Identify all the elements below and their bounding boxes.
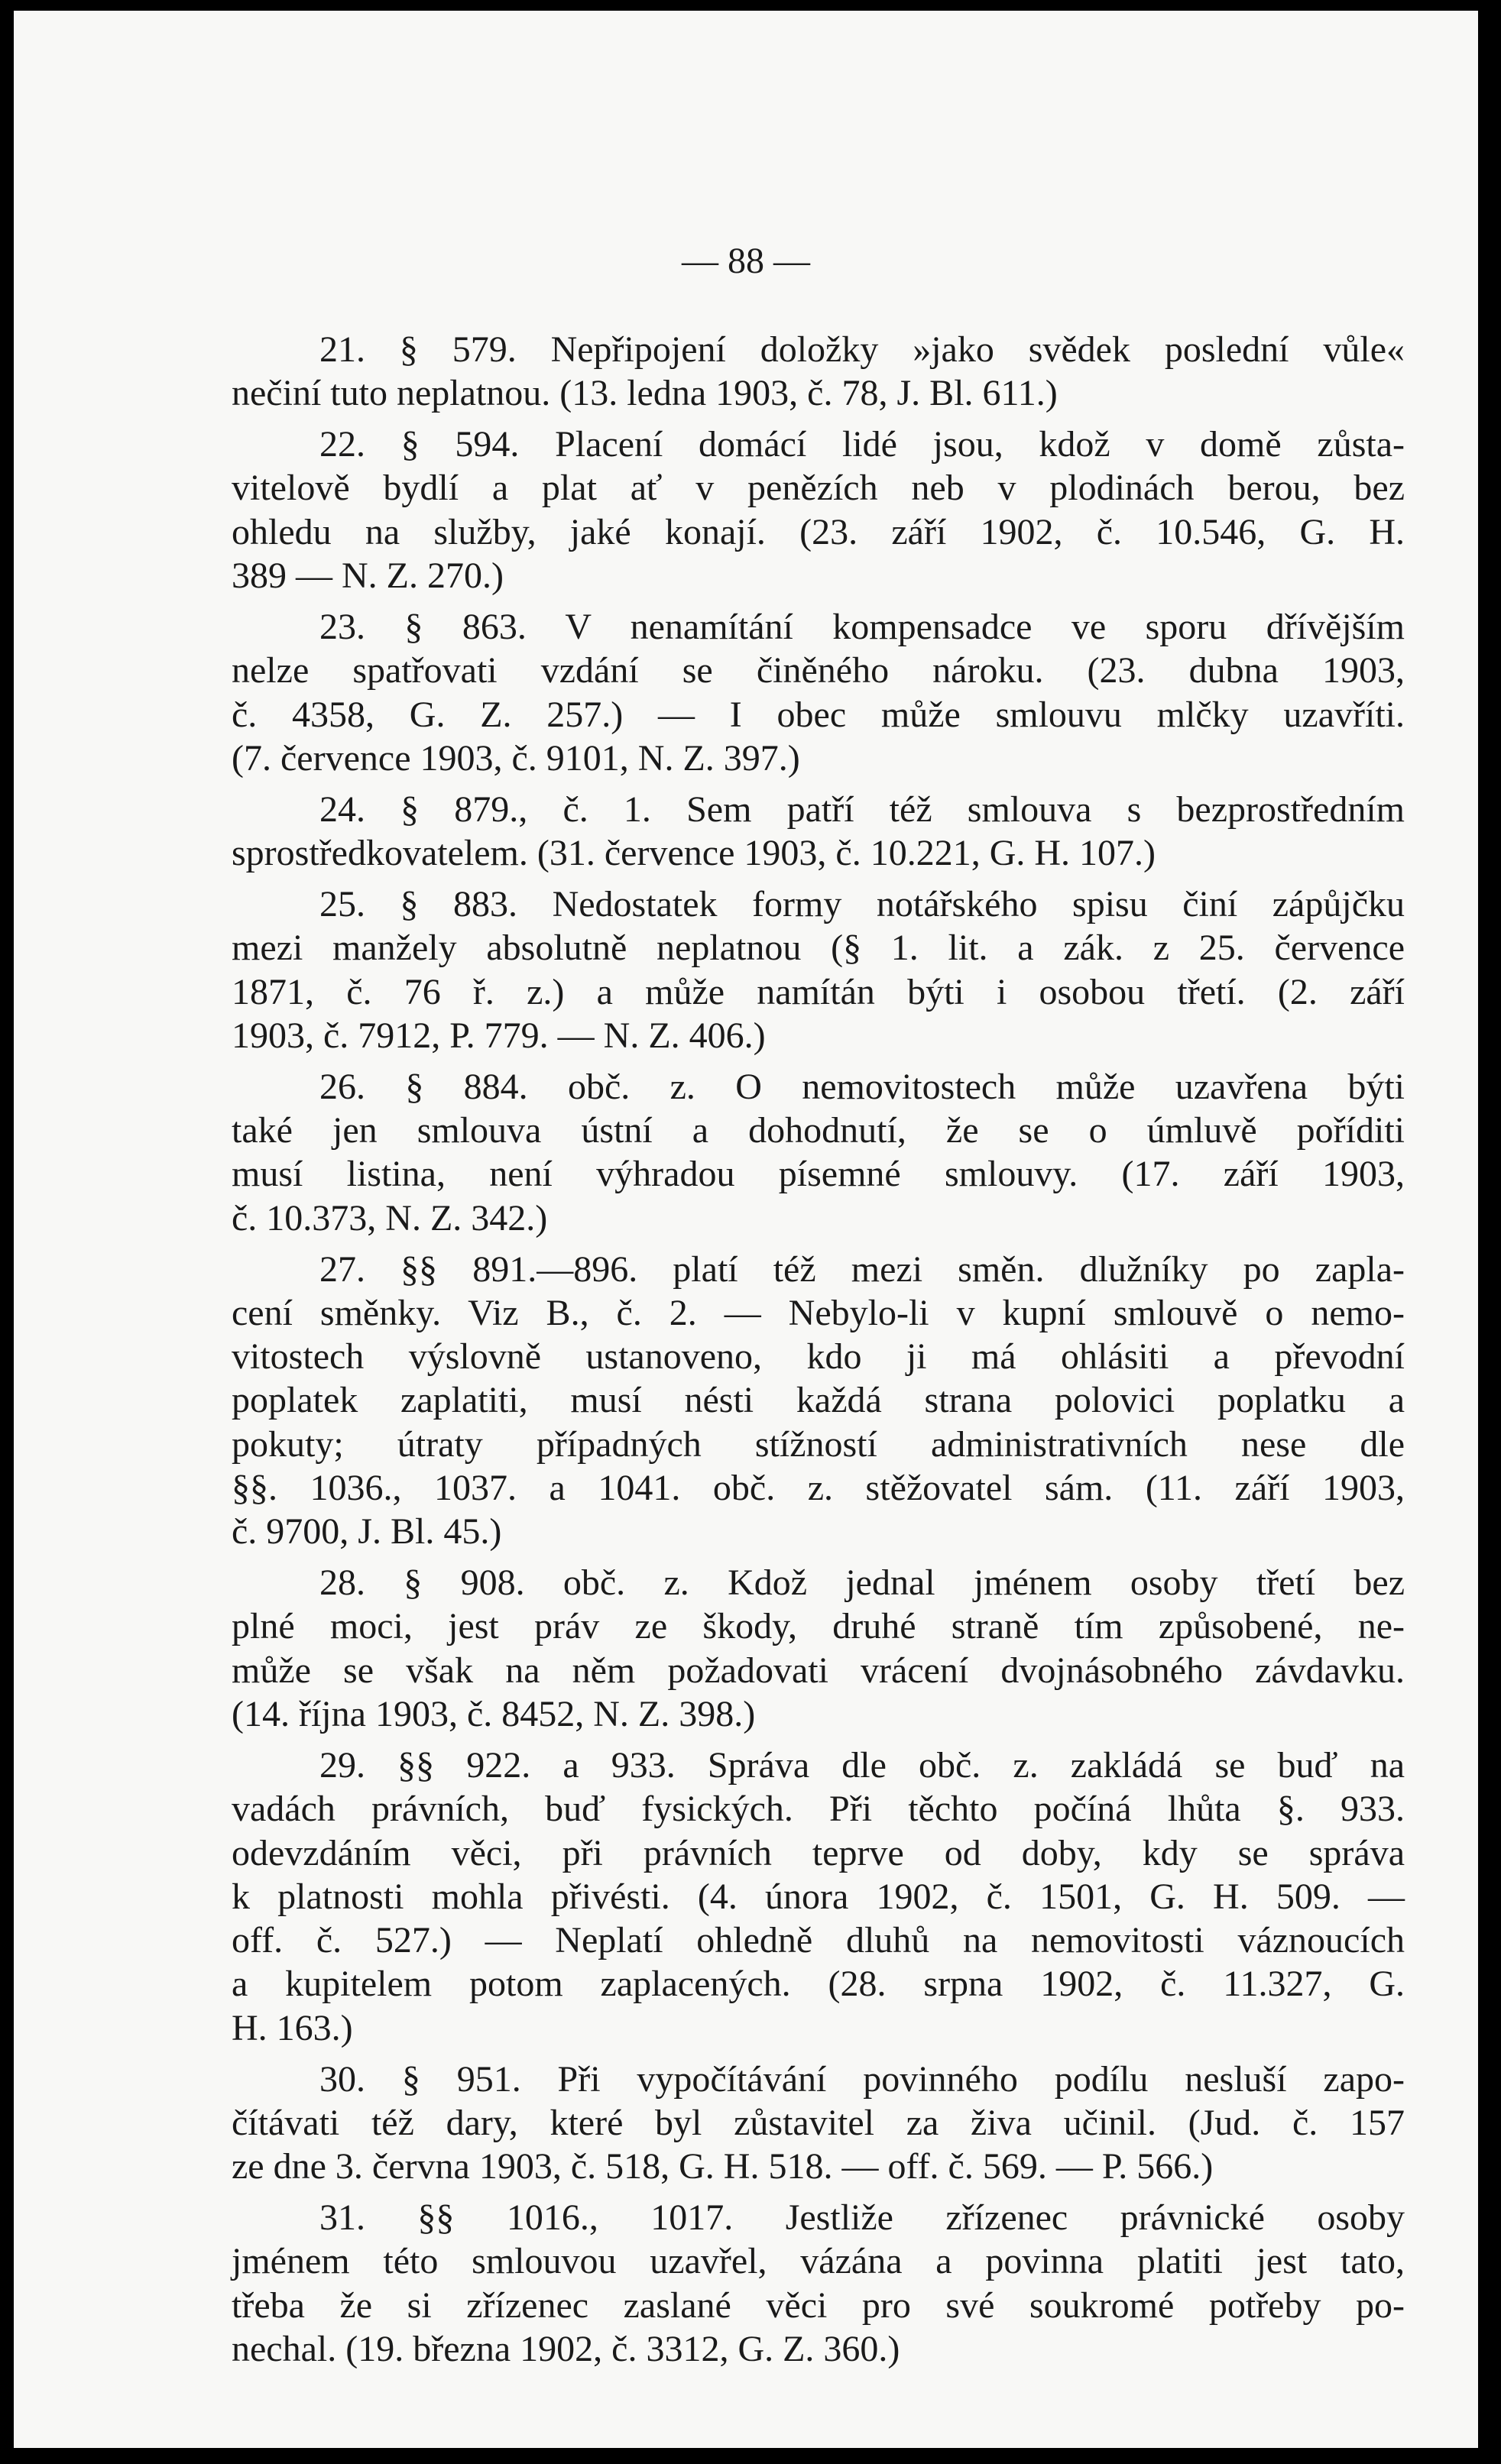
entry-line: nechal. (19. března 1902, č. 3312, G. Z. 360.) [232,2329,900,2369]
entry-line: plné moci, jest práv ze škody, druhé straně tím způsobené, ne- [232,1606,1405,1647]
entry-line: nečiní tuto neplatnou. (13. ledna 1903, č. 78, J. Bl. 611.) [232,373,1058,414]
entry-line: (14. října 1903, č. 8452, N. Z. 398.) [232,1694,756,1735]
entry-line: 28. § 908. obč. z. Kdož jednal jménem osoby třetí bez [319,1562,1405,1604]
entry-30 [232,2058,1405,2189]
entry-line: 24. § 879., č. 1. Sem patří též smlouva s bezprostředním [319,788,1405,830]
entry-line: č. 9700, J. Bl. 45.) [232,1511,502,1553]
entry-line: k platnosti mohla přivésti. (4. února 1902, č. 1501, G. H. 509. — [232,1876,1405,1917]
entry-line: musí listina, není výhradou písemné smlouvy. (17. září 1903, [232,1154,1405,1195]
entry-29 [232,1744,1405,2050]
entry-line: ze dne 3. června 1903, č. 518, G. H. 518. — off. č. 569. — P. 566.) [232,2146,1214,2187]
entry-line: třeba že si zřízenec zaslané věci pro své soukromé potřeby po- [232,2284,1405,2326]
entry-line: čítávati též dary, které byl zůstavitel za živa učinil. (Jud. č. 157 [232,2102,1405,2143]
entry-line: 1871, č. 76 ř. z.) a může namítán býti i osobou třetí. (2. září [232,971,1405,1012]
entry-line: jménem této smlouvou uzavřel, vázána a povinna platiti jest tato, [232,2241,1405,2282]
entry-line: 22. § 594. Placení domácí lidé jsou, kdož v domě zůsta- [319,424,1405,465]
entry-22 [232,423,1405,597]
entry-line: mezi manžely absolutně neplatnou (§ 1. lit. a zák. z 25. července [232,928,1405,969]
entry-31 [232,2196,1405,2371]
entry-26 [232,1065,1405,1240]
entry-line: 26. § 884. obč. z. O nemovitostech může uzavřena býti [319,1066,1405,1107]
entry-23 [232,605,1405,780]
entry-line: poplatek zaplatiti, musí nésti každá strana polovici poplatku a [232,1380,1405,1421]
entry-line: ohledu na služby, jaké konají. (23. září 1902, č. 10.546, G. H. [232,511,1405,552]
entry-line: 25. § 883. Nedostatek formy notářského spisu činí zápůjčku [319,883,1405,924]
entry-line: č. 4358, G. Z. 257.) — I obec může smlouvu mlčky uzavříti. [232,694,1405,735]
entry-line: vadách právních, buď fysických. Při těchto počíná lhůta §. 933. [232,1789,1405,1830]
entry-line: 29. §§ 922. a 933. Správa dle obč. z. zakládá se buď na [319,1744,1405,1786]
entry-line: vitostech výslovně ustanoveno, kdo ji má ohlásiti a převodní [232,1336,1405,1378]
entry-line: a kupitelem potom zaplacených. (28. srpna 1902, č. 11.327, G. [232,1964,1405,2005]
entry-line: vitelově bydlí a plat ať v penězích neb v plodinách berou, bez [232,468,1405,509]
entry-line: 1903, č. 7912, P. 779. — N. Z. 406.) [232,1015,766,1056]
entry-line: 23. § 863. V nenamítání kompensadce ve sporu dřívějším [319,606,1405,647]
entry-line: 27. §§ 891.—896. platí též mezi směn. dlužníky po zapla- [319,1248,1405,1290]
entry-line: (7. července 1903, č. 9101, N. Z. 397.) [232,737,800,779]
entry-28 [232,1561,1405,1736]
entry-line: 389 — N. Z. 270.) [232,555,504,597]
page-sheet [14,11,1478,2448]
entry-line: off. č. 527.) — Neplatí ohledně dluhů na nemovitosti váznoucích [232,1920,1405,1961]
entry-line: H. 163.) [232,2007,353,2048]
page-number: — 88 — [682,241,810,281]
entry-line: 31. §§ 1016., 1017. Jestliže zřízenec právnické osoby [319,2197,1405,2239]
entry-24 [232,788,1405,876]
entry-line: sprostředkovatelem. (31. července 1903, č. 10.221, G. H. 107.) [232,833,1156,874]
entry-line: cení směnky. Viz B., č. 2. — Nebylo-li v kupní smlouvě o nemo- [232,1292,1405,1333]
entry-25 [232,882,1405,1057]
entry-line: 30. § 951. Při vypočítávání povinného podílu nesluší zapo- [319,2058,1405,2100]
text-column [232,328,1405,2378]
entry-line: 21. § 579. Nepřipojení doložky »jako svědek poslední vůle« [319,329,1405,370]
entry-line: pokuty; útraty případných stížností administrativních nese dle [232,1423,1405,1465]
entry-21 [232,328,1405,416]
entry-line: nelze spatřovati vzdání se činěného nároku. (23. dubna 1903, [232,650,1405,691]
entry-line: §§. 1036., 1037. a 1041. obč. z. stěžovatel sám. (11. září 1903, [232,1467,1405,1508]
entry-line: také jen smlouva ústní a dohodnutí, že se o úmluvě poříditi [232,1110,1405,1151]
entry-27 [232,1248,1405,1554]
entry-line: č. 10.373, N. Z. 342.) [232,1197,548,1238]
entry-line: může se však na něm požadovati vrácení dvojnásobného závdavku. [232,1650,1405,1691]
entry-line: odevzdáním věci, při právních teprve od doby, kdy se správa [232,1832,1405,1873]
